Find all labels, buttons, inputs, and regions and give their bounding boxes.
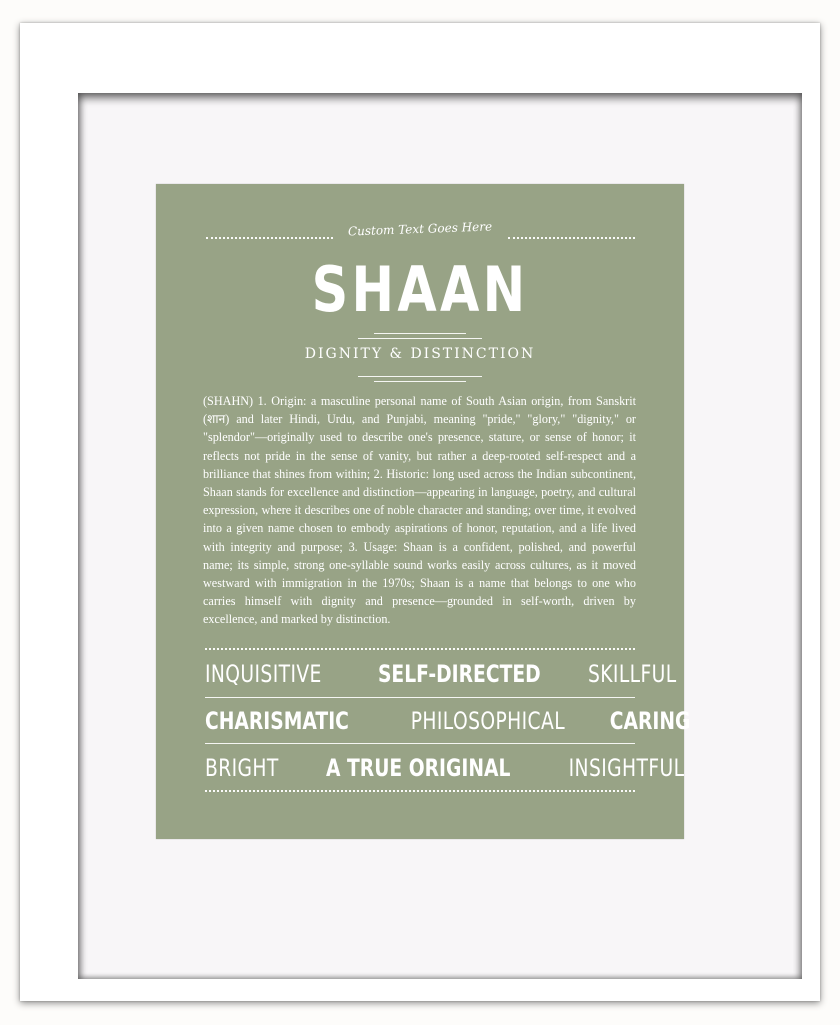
trait: CHARISMATIC <box>205 707 349 735</box>
traits-divider-2 <box>205 743 635 744</box>
traits-row-3 <box>205 748 685 788</box>
trait: INSIGHTFUL <box>568 754 685 782</box>
trait: CARING <box>610 707 691 735</box>
tagline-rule-bottom-1 <box>358 376 482 377</box>
trait: INQUISITIVE <box>205 660 322 688</box>
tagline-rule-bottom-2 <box>374 381 466 382</box>
traits-row-2 <box>205 701 691 741</box>
traits-bottom-dotted-rule <box>205 790 635 792</box>
name-definition: (SHAHN) 1. Origin: a masculine personal name of South Asian origin, from Sanskrit (शान) and later Hindi, Urdu, and Punjabi, meaning "pride," "glory," "dignity," or "splendor"—originally used to describe one's presence, stature, or sense of honor; it reflects not pride in the sense of vanity, but rather a deep-rooted self-respect and a brilliance that shines from within; 2. Historic: long used across the Indian subcontinent, Shaan stands for excellence and distinction—appearing in language, poetry, and cultural expression, where it describes one of noble character and standing; over time, it evolved into a given name chosen to embody aspirations of honor, reputation, and a life lived with integrity and purpose; 3. Usage: Shaan is a confident, polished, and powerful name; its simple, strong one-syllable sound works easily across cultures, as it moved westward with immigration in the 1970s; Shaan is a name that belongs to one who carries himself with dignity and presence—grounded in self-worth, driven by excellence, and marked by distinction. <box>203 394 636 627</box>
traits-top-dotted-rule <box>205 648 635 650</box>
trait: SELF-DIRECTED <box>377 660 541 688</box>
traits-divider-1 <box>205 697 635 698</box>
trait: SKILLFUL <box>588 660 677 688</box>
tagline-rule-top-1 <box>374 333 466 334</box>
name-print <box>156 184 691 839</box>
name-title: SHAAN <box>311 253 529 326</box>
trait: BRIGHT <box>205 754 279 782</box>
traits-row-1 <box>205 654 677 694</box>
trait: PHILOSOPHICAL <box>411 707 566 735</box>
custom-text: Custom Text Goes Here <box>347 219 493 239</box>
top-right-dotted-rule <box>508 237 635 239</box>
trait: A TRUE ORIGINAL <box>325 754 510 782</box>
tagline: DIGNITY & DISTINCTION <box>304 346 536 362</box>
tagline-rule-top-2 <box>358 338 482 339</box>
